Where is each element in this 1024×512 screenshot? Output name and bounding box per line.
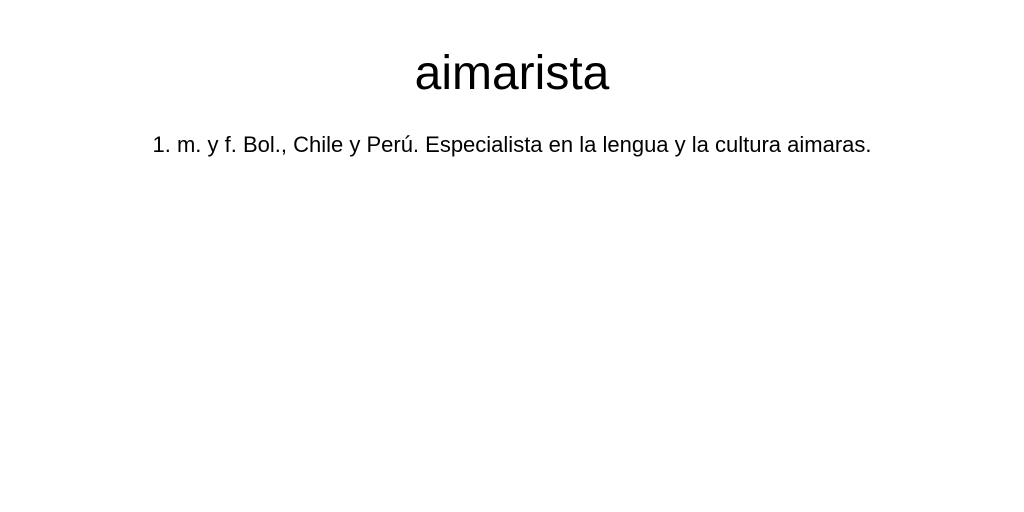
definition: 1. m. y f. Bol., Chile y Perú. Especialista en la lengua y la cultura aimaras. — [152, 132, 872, 157]
headword: aimarista — [414, 47, 610, 100]
